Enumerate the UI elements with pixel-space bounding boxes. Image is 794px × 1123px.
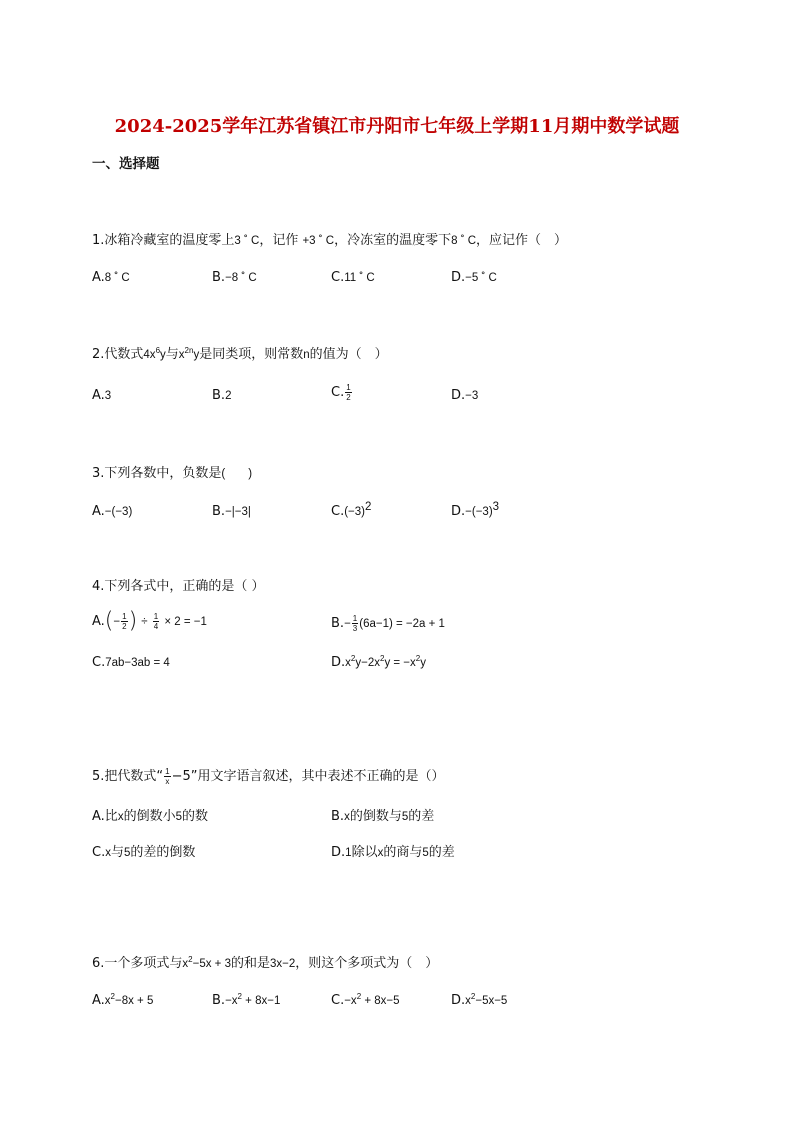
option-letter: C. xyxy=(92,845,106,860)
q5-text-a: 5.把代数式“ xyxy=(92,769,164,784)
q1-math-d: +3 ˚ C xyxy=(302,235,335,247)
option-text: 的商与 xyxy=(383,845,423,860)
option-sign: − xyxy=(344,618,351,630)
q5-option-b xyxy=(331,805,434,824)
q2-term-2-base: x xyxy=(178,349,185,361)
q6-polynomial xyxy=(182,955,231,970)
option-math: 5 xyxy=(175,811,182,823)
q5-option-a xyxy=(92,805,208,824)
option-exponent: 2 xyxy=(365,501,372,513)
q2-math-f: n xyxy=(303,349,310,361)
option-text: 的数 xyxy=(181,809,208,824)
option-letter: B. xyxy=(212,993,226,1008)
option-letter: B. xyxy=(331,616,345,631)
q1-option-b xyxy=(212,270,257,285)
math-part: −x xyxy=(344,995,357,1007)
math-part: + 8x−5 xyxy=(361,995,400,1007)
option-letter: D. xyxy=(451,504,466,519)
option-math: −3 xyxy=(465,390,479,402)
question-3-stem xyxy=(92,462,252,481)
math-part: x xyxy=(104,995,111,1007)
q2-term-2-var: y xyxy=(193,349,200,361)
option-letter: D. xyxy=(331,845,346,860)
math-part: −5x + 3 xyxy=(192,958,231,970)
q5-text-b: −5”用文字语言叙述，其中表述不正确的是（） xyxy=(171,769,445,784)
q2-option-b xyxy=(212,388,231,403)
option-text: 的差 xyxy=(428,845,455,860)
option-letter: D. xyxy=(451,388,466,403)
option-text: 除以 xyxy=(351,845,378,860)
q5-option-c xyxy=(92,841,195,860)
math-exponent: 2 xyxy=(110,992,115,1001)
fraction xyxy=(164,767,170,786)
option-math: x xyxy=(105,847,111,859)
question-4-stem xyxy=(92,575,265,594)
q1-option-a xyxy=(92,270,130,285)
q1-option-c xyxy=(331,270,375,285)
option-math: 11 ˚ C xyxy=(344,272,375,284)
q3-paren: ( ) xyxy=(221,468,253,480)
q3-option-c xyxy=(331,501,372,519)
option-letter: A. xyxy=(92,388,105,403)
q3-option-a xyxy=(92,504,132,519)
math-exponent: 2 xyxy=(470,992,476,1001)
math-part: −5x−5 xyxy=(475,995,508,1007)
option-letter: B. xyxy=(212,504,226,519)
math-part: x xyxy=(182,958,189,970)
fraction-numerator: 1 xyxy=(153,612,159,621)
left-paren: ( xyxy=(104,608,114,634)
q2-term-2-exp: 2n xyxy=(184,346,194,355)
option-math: 2 xyxy=(225,390,232,402)
q6-text-c: 的和是 xyxy=(230,956,270,971)
fraction-denominator: 3 xyxy=(352,624,358,633)
option-operator: ÷ xyxy=(141,616,148,628)
option-math: x xyxy=(117,811,124,823)
fraction-denominator: 4 xyxy=(153,622,159,631)
q4-option-c xyxy=(92,655,170,670)
fraction xyxy=(153,612,159,631)
q4-option-b xyxy=(331,614,445,633)
q2-term-1 xyxy=(143,346,166,361)
option-math xyxy=(465,992,508,1007)
option-math xyxy=(104,992,154,1007)
option-math: −(−3) xyxy=(465,506,493,518)
q6-math-d: 3x−2 xyxy=(270,958,296,970)
option-letter: D. xyxy=(331,655,346,670)
option-letter: A. xyxy=(92,504,105,519)
math-part: y−2x xyxy=(355,657,380,669)
math-exponent: 2 xyxy=(188,955,193,964)
q2-text-e: 是同类项，则常数 xyxy=(199,347,304,362)
q6-option-a xyxy=(92,993,153,1008)
option-letter: D. xyxy=(451,993,466,1008)
option-text: 比 xyxy=(104,809,118,824)
q2-text-c: 与 xyxy=(165,347,179,362)
option-math: 7ab−3ab = 4 xyxy=(105,657,170,669)
math-part: x xyxy=(465,995,471,1007)
q2-term-1-base: 4x xyxy=(143,349,156,361)
math-part: y = −x xyxy=(384,657,416,669)
option-letter: C. xyxy=(92,655,106,670)
q2-term-1-exp: 6 xyxy=(155,346,161,355)
q2-option-a xyxy=(92,388,111,403)
option-math: −(−3) xyxy=(104,506,133,518)
option-letter: B. xyxy=(331,809,345,824)
option-math: 5 xyxy=(422,847,429,859)
math-exponent: 2 xyxy=(356,992,362,1001)
fraction-numerator: 1 xyxy=(346,383,351,392)
math-part: + 8x−1 xyxy=(241,995,281,1007)
option-text: 的倒数小 xyxy=(123,809,176,824)
math-exponent: 2 xyxy=(350,654,356,663)
q1-text-a: 1.冰箱冷藏室的温度零上 xyxy=(92,233,235,248)
q4-option-a xyxy=(92,608,207,634)
option-math: 5 xyxy=(401,811,409,823)
q6-option-d xyxy=(451,993,507,1008)
q1-text-e: ，冷冻室的温度零下 xyxy=(334,233,452,248)
option-math: −|−3| xyxy=(225,506,251,518)
q2-term-2 xyxy=(178,346,200,361)
option-letter: C. xyxy=(331,504,345,519)
q3-text-a: 3.下列各数中，负数是 xyxy=(92,466,222,481)
option-math xyxy=(344,992,400,1007)
fraction-numerator: 1 xyxy=(352,614,358,623)
fraction-denominator: 2 xyxy=(122,622,127,631)
q6-text-e: ，则这个多项式为（ ） xyxy=(295,956,439,971)
option-math: 8 ˚ C xyxy=(104,272,130,284)
q5-option-d xyxy=(331,841,455,860)
q6-option-b xyxy=(212,993,280,1008)
math-part: −8x + 5 xyxy=(115,995,154,1007)
q2-option-d xyxy=(451,388,478,403)
option-text: 与 xyxy=(110,845,124,860)
option-sign: − xyxy=(113,616,121,628)
option-letter: C. xyxy=(331,993,345,1008)
q2-option-c xyxy=(331,383,353,402)
option-letter: B. xyxy=(212,388,226,403)
q2-term-1-var: y xyxy=(160,349,166,361)
option-math: 3 xyxy=(104,390,112,402)
option-math: 1 xyxy=(345,847,352,859)
fraction-numerator: 1 xyxy=(122,612,127,621)
fraction-denominator: x xyxy=(165,777,170,786)
q2-text-g: 的值为（ ） xyxy=(309,347,388,362)
option-math: 5 xyxy=(123,847,131,859)
option-letter: A. xyxy=(92,993,105,1008)
q2-text-a: 2.代数式 xyxy=(92,347,144,362)
document-title: 2024-2025学年江苏省镇江市丹阳市七年级上学期11月期中数学试题 xyxy=(114,116,680,137)
q1-math-f: 8 ˚ C xyxy=(451,235,477,247)
question-1-stem xyxy=(92,229,567,248)
math-exponent: 2 xyxy=(237,992,242,1001)
option-letter: B. xyxy=(212,270,226,285)
fraction-denominator: 2 xyxy=(346,393,351,402)
question-6-stem xyxy=(92,952,438,971)
q1-text-g: ，应记作（ ） xyxy=(476,233,568,248)
option-math xyxy=(225,992,281,1007)
math-exponent: 2 xyxy=(379,654,385,663)
option-letter: D. xyxy=(451,270,466,285)
option-letter: C. xyxy=(331,270,345,285)
question-5-stem xyxy=(92,765,445,786)
q1-text-c: ，记作 xyxy=(259,233,303,248)
q3-option-d xyxy=(451,501,500,519)
option-math: (6a−1) = −2a + 1 xyxy=(359,618,445,630)
option-math: (−3) xyxy=(344,506,365,518)
question-2-stem xyxy=(92,343,388,362)
option-math: x xyxy=(377,847,384,859)
q4-option-d xyxy=(331,655,426,670)
math-part: y xyxy=(420,657,426,669)
option-math: × 2 = −1 xyxy=(164,616,207,628)
option-text: 的差的倒数 xyxy=(130,845,196,860)
math-exponent: 2 xyxy=(415,654,421,663)
option-letter: A. xyxy=(92,809,105,824)
option-math xyxy=(345,654,426,669)
section-heading: 一、选择题 xyxy=(92,156,160,172)
option-math: −5 ˚ C xyxy=(465,272,497,284)
math-part: x xyxy=(345,657,351,669)
option-letter: A. xyxy=(92,270,105,285)
option-math: x xyxy=(344,811,350,823)
option-letter: C. xyxy=(331,385,345,400)
fraction xyxy=(352,614,358,633)
fraction xyxy=(345,383,351,402)
q1-math-b: 3 ˚ C xyxy=(234,235,260,247)
q4-text-a: 4.下列各式中，正确的是（ ） xyxy=(92,579,265,594)
option-math: −8 ˚ C xyxy=(225,272,257,284)
q1-option-d xyxy=(451,270,497,285)
q6-text-a: 6.一个多项式与 xyxy=(92,956,183,971)
right-paren: ) xyxy=(128,608,138,634)
option-letter: A. xyxy=(92,614,105,629)
fraction xyxy=(121,612,127,631)
fraction-numerator: 1 xyxy=(165,767,170,776)
math-part: −x xyxy=(225,995,238,1007)
option-text: 的差 xyxy=(408,809,435,824)
q6-option-c xyxy=(331,993,400,1008)
option-text: 的倒数与 xyxy=(349,809,402,824)
q3-option-b xyxy=(212,504,251,519)
option-exponent: 3 xyxy=(492,501,500,513)
